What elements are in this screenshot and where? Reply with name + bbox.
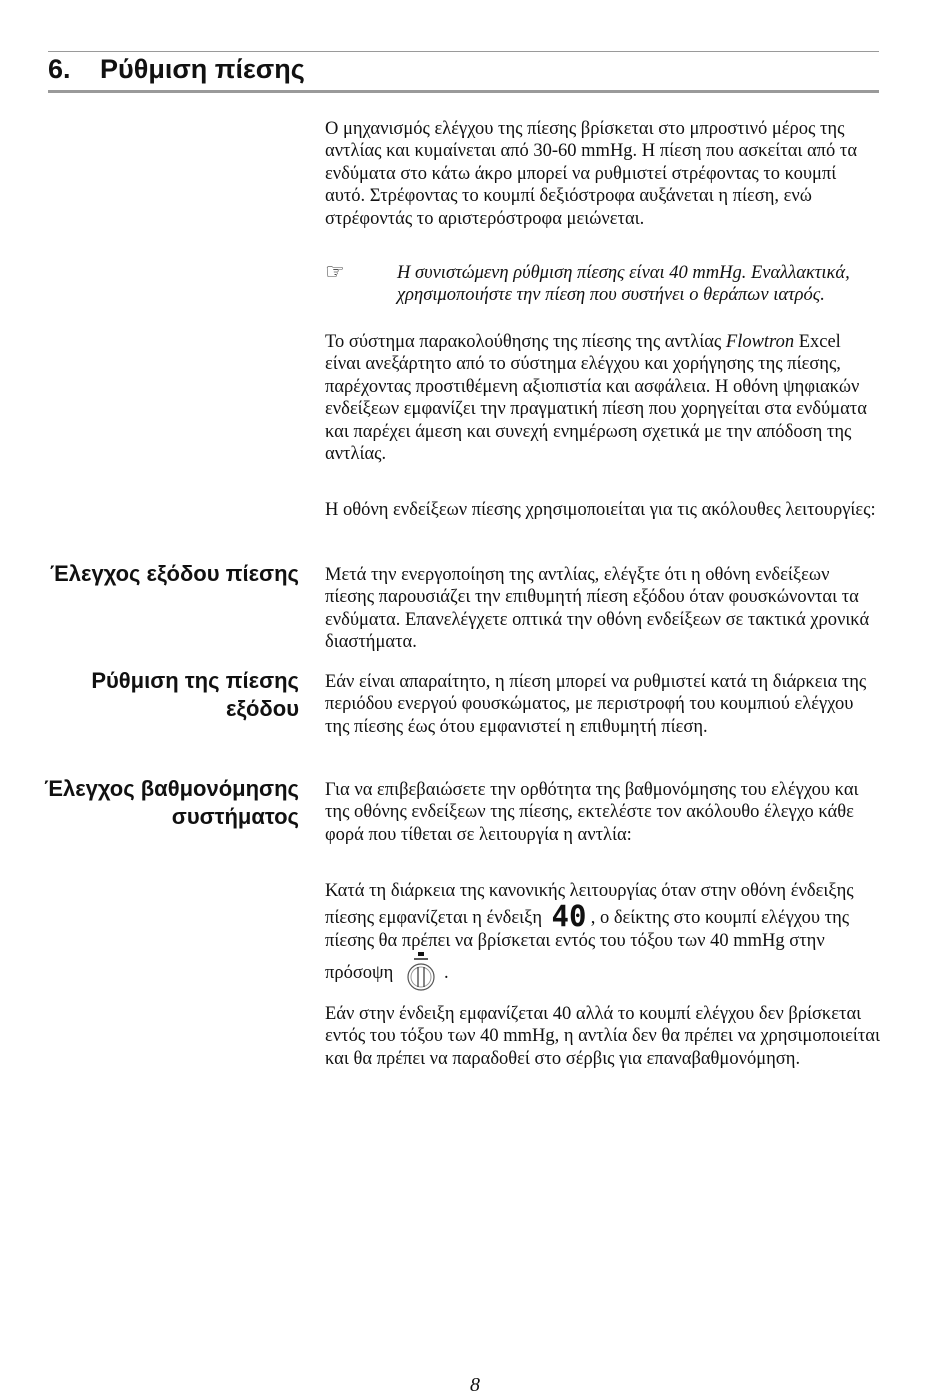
pointing-hand-icon: ☞ — [325, 259, 345, 284]
intro-paragraph: Ο μηχανισμός ελέγχου της πίεσης βρίσκεται στο μπροστινό μέρος της αντλίας και κυμαίνεται από 30-60 mmHg. Η πίεση που ασκείται από τα ενδύματα στο κάτω άκρο μπορεί να ρυθμιστεί στρέφοντας το κουμπί αυτό. Στρέφοντας το κουμπί δεξιόστροφα αυξάνεται η πίεση, ενώ στρέφοντάς το αριστερόστροφα μειώνεται. — [325, 119, 858, 229]
output-adjust-paragraph: Εάν είναι απαραίτητο, η πίεση μπορεί να ρυθμιστεί κατά τη διάρκεια της περιόδου ενεργού φουσκώματος, με περιστροφή του κουμπιού ελέγχου της πίεσης έως ότου εμφανιστεί η επιθυμητή πίεση. — [325, 672, 867, 737]
top-rule — [48, 51, 879, 52]
seven-segment-display-icon — [549, 902, 589, 928]
page-number: 8 — [470, 1374, 480, 1396]
heading-underline — [48, 90, 879, 93]
output-check-paragraph: Μετά την ενεργοποίηση της αντλίας, ελέγξτε ότι η οθόνη ενδείξεων πίεσης παρουσιάζει την επιθυμητή πίεση εξόδου όταν φουσκώνονται τα ενδύματα. Επανελέγχετε οπτικά την οθόνη ενδείξεων σε τακτικά χρονικά διαστήματα. — [325, 565, 870, 653]
monitoring-paragraph — [325, 331, 881, 465]
monitoring-text-before: Το σύστημα παρακολούθησης της πίεσης της αντλίας — [325, 332, 726, 352]
uses-intro-paragraph: Η οθόνη ενδείξεων πίεσης χρησιμοποιείται για τις ακόλουθες λειτουργίες: — [325, 500, 876, 520]
side-heading-calibration: Έλεγχος βαθμονόμησης συστήματος — [44, 776, 299, 829]
note-text: Η συνιστώμενη ρύθμιση πίεσης είναι 40 mmHg. Εναλλακτικά, χρησιμοποιήστε την πίεση που συστήνει ο θεράπων ιατρός. — [397, 263, 850, 306]
calibration-procedure-paragraph — [325, 880, 881, 992]
section-number: 6. — [48, 54, 71, 84]
note-block — [325, 259, 881, 307]
calibration-check-paragraph: Για να επιβεβαιώσετε την ορθότητα της βαθμονόμησης του ελέγχου και της οθόνης ενδείξεων της πίεσης, εκτελέστε τον ακόλουθο έλεγχο κάθε φορά που τίθεται σε λειτουργία η αντλία: — [325, 780, 859, 845]
calibration-text-part3: . — [443, 963, 449, 984]
brand-name: Flowtron — [725, 332, 795, 352]
side-heading-output-check: Έλεγχος εξόδου πίεσης — [50, 561, 299, 586]
section-heading — [48, 54, 305, 85]
calibration-text-part1: Κατά τη διάρκεια της κανονικής λειτουργίας όταν στην οθόνη ένδειξης πίεσης εμφανίζεται η ένδειξη — [325, 881, 854, 929]
calibration-text-part2: , ο δείκτης στο κουμπί ελέγχου της πίεσης θα πρέπει να βρίσκεται εντός του τόξου των 40 mmHg στην πρόσοψη — [325, 908, 850, 984]
display-reading: 40 — [551, 902, 587, 929]
monitoring-text-after: Excel είναι ανεξάρτητο από το σύστημα ελέγχου και χορήγησης της πίεσης, παρέχοντας προστιθέμενη αξιοπιστία και ασφάλεια. Η οθόνη ψηφιακών ενδείξεων εμφανίζει την πραγματική πίεση που χορηγείται στα ενδύματα και παρέχει άμεση και συνεχή ενημέρωση σχετικά με την απόδοση της αντλίας. — [325, 332, 867, 465]
warning-paragraph: Εάν στην ένδειξη εμφανίζεται 40 αλλά το κουμπί ελέγχου δεν βρίσκεται εντός του τόξου των 40 mmHg, η αντλία δεν θα πρέπει να χρησιμοποιείται και θα πρέπει να παραδοθεί στο σέρβις για επαναβαθμονόμηση. — [325, 1004, 880, 1069]
pressure-knob-icon — [404, 952, 438, 992]
side-heading-output-adjust: Ρύθμιση της πίεσης εξόδου — [91, 668, 299, 721]
section-title: Ρύθμιση πίεσης — [100, 54, 305, 84]
